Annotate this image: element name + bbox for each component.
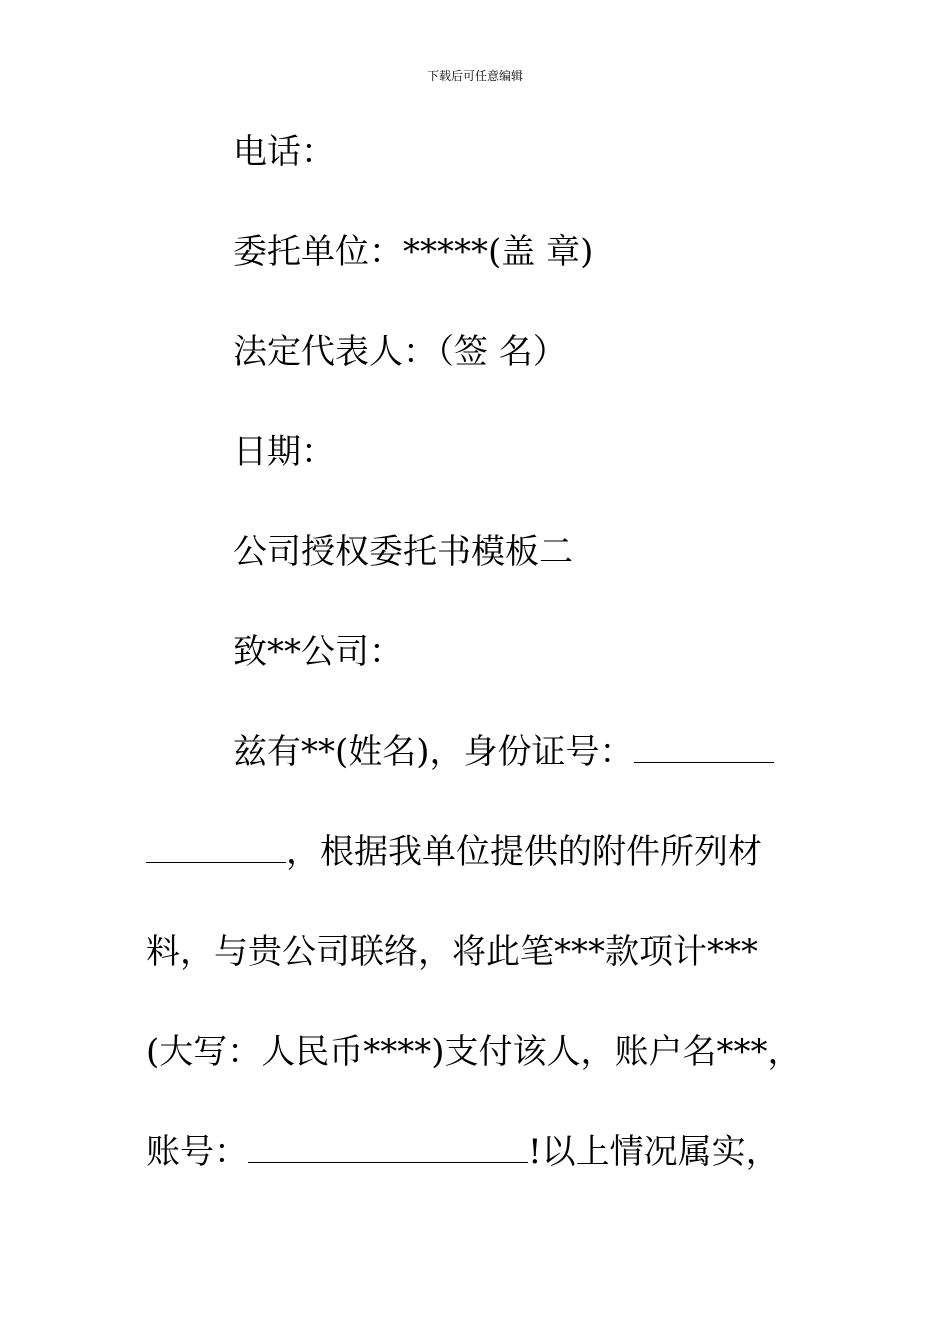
paragraph-line-4: (大写：人民币****)支付该人，账户名***， (146, 1032, 802, 1072)
paragraph-line-2-text: ，根据我单位提供的附件所列材 (286, 832, 762, 872)
paragraph-line-1-text: 兹有**(姓名)，身份证号： (233, 732, 634, 772)
paragraph-line-1 (233, 732, 774, 772)
entrust-unit-line: 委托单位：*****(盖 章) (233, 232, 594, 272)
account-number-blank (248, 1134, 528, 1163)
template-title: 公司授权委托书模板二 (233, 532, 573, 572)
paragraph-line-5 (146, 1132, 780, 1172)
phone-label: 电话： (233, 132, 335, 172)
id-number-blank-continued (146, 834, 286, 863)
account-number-label: 账号： (146, 1132, 248, 1172)
paragraph-line-5-text: !以上情况属实， (528, 1132, 780, 1172)
date-label: 日期： (233, 432, 335, 472)
id-number-blank (634, 734, 774, 763)
addressee-line: 致**公司： (233, 632, 403, 672)
legal-representative-line: 法定代表人：（签 名） (233, 332, 567, 372)
header-note: 下载后可任意编辑 (426, 69, 523, 83)
paragraph-line-3: 料，与贵公司联络，将此笔***款项计*** (146, 932, 758, 972)
paragraph-line-2 (146, 832, 762, 872)
